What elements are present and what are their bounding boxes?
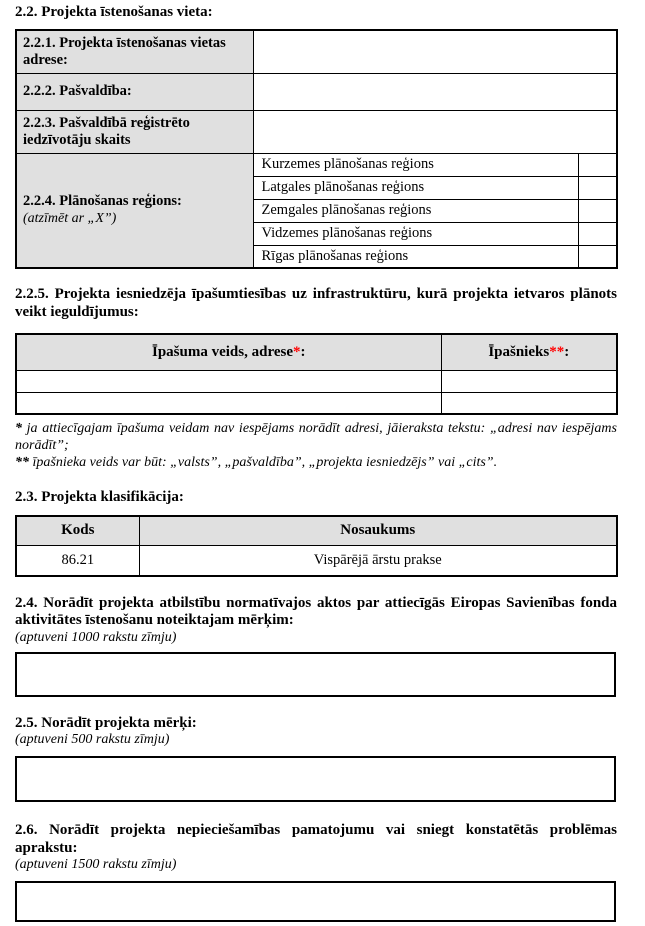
section-2-4-heading: 2.4. Norādīt projekta atbilstību normatīvajos aktos par attiecīgās Eiropas Savienības fonda aktivitātes īstenošanu noteiktajam mērķim: [15, 594, 617, 628]
region-option-vidzeme: Vidzemes plānošanas reģions [253, 222, 578, 245]
footnote-1: * ja attiecīgajam īpašuma veidam nav iespējams norādīt adresi, jāieraksta tekstu: „adresi nav iespējams norādīt”; [15, 421, 617, 453]
region-mark-cell-riga[interactable] [578, 245, 617, 268]
section-2-6-heading: 2.6. Norādīt projekta nepieciešamības pamatojumu vai sniegt konstatētās problēmas aprakstu: [15, 822, 617, 856]
region-option-zemgale: Zemgales plānošanas reģions [253, 199, 578, 222]
section-2-6-note: (aptuveni 1500 rakstu zīmju) [15, 857, 177, 872]
input-cell-2-2-2-municipality[interactable] [253, 73, 617, 110]
owner-input-2[interactable] [441, 392, 617, 414]
label-2-2-4-region [16, 153, 253, 268]
footnote-star: ** [549, 343, 565, 360]
footnote-2: ** īpašnieka veids var būt: „valsts”, „pašvaldība”, „projekta iesniedzējs” vai „cits”. [15, 455, 498, 470]
table-row [16, 392, 617, 414]
name-column-header: Nosaukums [139, 516, 617, 546]
section-2-5-note: (aptuveni 500 rakstu zīmju) [15, 732, 170, 747]
label-2-2-1: 2.2.1. Projekta īstenošanas vietas adrese: [16, 30, 253, 74]
input-cell-2-2-3-population[interactable] [253, 110, 617, 153]
region-mark-cell-zemgale[interactable] [578, 199, 617, 222]
justification-text-input[interactable] [15, 881, 616, 922]
table-row [16, 370, 617, 392]
footnotes [15, 420, 617, 471]
label-2-2-3: 2.2.3. Pašvaldībā reģistrēto iedzīvotāju skaits [16, 110, 253, 153]
section-2-4-note: (aptuveni 1000 rakstu zīmju) [15, 629, 177, 645]
table-header-row [16, 334, 617, 370]
ownership-col1-header: Īpašuma veids, adrese*: [16, 334, 441, 370]
classification-table [15, 515, 618, 577]
compliance-text-input[interactable] [15, 652, 616, 697]
region-label: 2.2.4. Plānošanas reģions: [23, 193, 182, 210]
classification-name: Vispārējā ārstu prakse [139, 546, 617, 576]
ownership-type-input-1[interactable] [16, 370, 441, 392]
ownership-table [15, 333, 618, 415]
location-table [15, 29, 618, 270]
section-2-5-heading: 2.5. Norādīt projekta mērķi: [15, 714, 197, 731]
region-row [16, 153, 617, 176]
code-column-header: Kods [16, 516, 139, 546]
region-note: (atzīmēt ar „X”) [23, 211, 117, 227]
goals-text-input[interactable] [15, 756, 616, 802]
footnote-star: * [293, 343, 301, 360]
owner-input-1[interactable] [441, 370, 617, 392]
table-header-row [16, 516, 617, 546]
input-cell-2-2-1-address[interactable] [253, 30, 617, 74]
section-2-2-heading: 2.2. Projekta īstenošanas vieta: [15, 4, 213, 20]
ownership-col2-header: Īpašnieks**: [441, 334, 617, 370]
classification-code: 86.21 [16, 546, 139, 576]
label-2-2-2: 2.2.2. Pašvaldība: [16, 73, 253, 110]
ownership-type-input-2[interactable] [16, 392, 441, 414]
region-mark-cell-latgale[interactable] [578, 176, 617, 199]
region-mark-cell-kurzeme[interactable] [578, 153, 617, 176]
region-mark-cell-vidzeme[interactable] [578, 222, 617, 245]
section-2-3-heading: 2.3. Projekta klasifikācija: [15, 489, 184, 505]
region-option-latgale: Latgales plānošanas reģions [253, 176, 578, 199]
table-row [16, 110, 617, 153]
table-row [16, 30, 617, 74]
region-option-riga: Rīgas plānošanas reģions [253, 245, 578, 268]
table-row [16, 73, 617, 110]
table-row [16, 546, 617, 576]
region-option-kurzeme: Kurzemes plānošanas reģions [253, 153, 578, 176]
section-2-2-5-heading: 2.2.5. Projekta iesniedzēja īpašumtiesības uz infrastruktūru, kurā projekta ietvaros plānots veikt ieguldījumus: [15, 286, 617, 320]
